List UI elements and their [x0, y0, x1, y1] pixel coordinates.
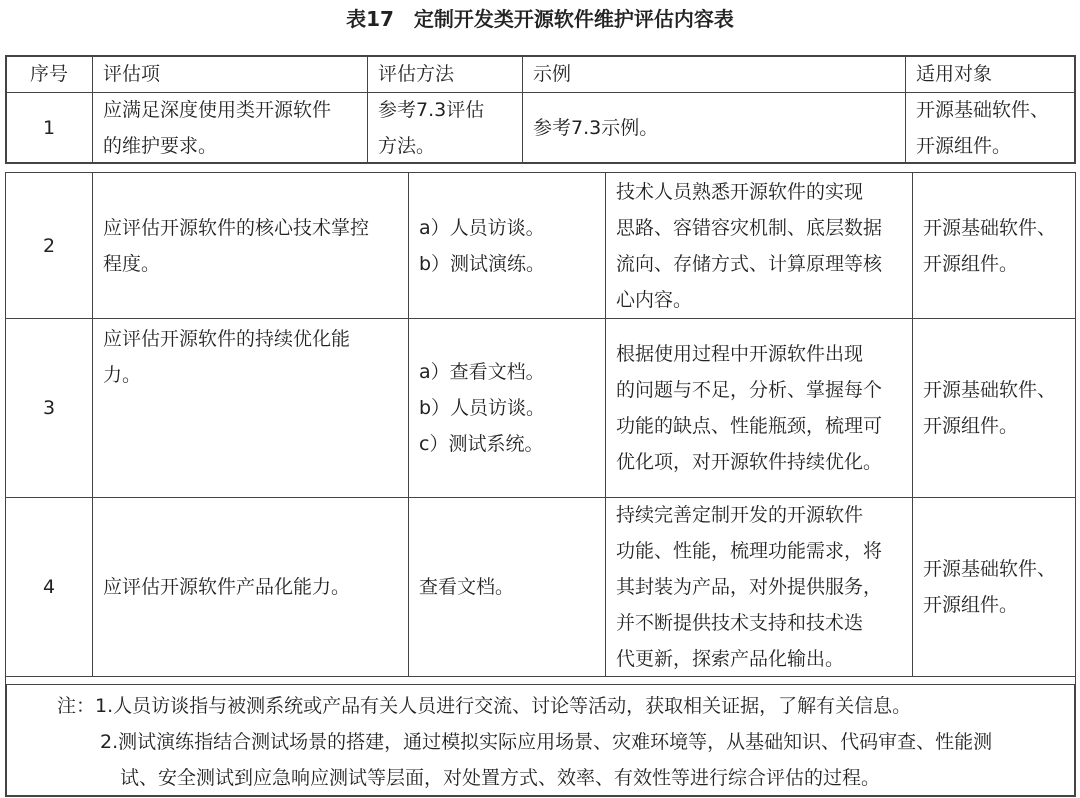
- table-title: 表17 定制开发类开源软件维护评估内容表: [346, 7, 734, 31]
- cell-line: a）查看文档。: [419, 361, 545, 383]
- row1-target: [905, 92, 1076, 164]
- cell-line: 功能、性能，梳理功能需求，将: [616, 540, 883, 562]
- cell-line: 开源组件。: [923, 594, 1019, 616]
- cell-line: 应评估开源软件的核心技术掌控: [103, 216, 370, 239]
- note-line2: 2.测试演练指结合测试场景的搭建，通过模拟实际应用场景、灾难环境等，从基础知识、代码审查、性能测: [100, 731, 993, 753]
- cell-line: 思路、容错容灾机制、底层数据: [616, 216, 883, 239]
- cell-line: 优化项，对开源软件持续优化。: [616, 451, 883, 473]
- row1-no: [5, 92, 93, 164]
- divider: [5, 676, 1076, 685]
- row1-method: [367, 92, 523, 164]
- note-line1: 注：1.人员访谈指与被测系统或产品有关人员进行交流、讨论等活动，获取相关证据，了解有关信息。: [57, 695, 912, 717]
- header-example: [522, 55, 906, 93]
- cell-line: 心内容。: [616, 288, 693, 311]
- row3-method: [408, 318, 606, 498]
- row3-item: [92, 318, 409, 498]
- cell-line: 应评估开源软件产品化能力。: [103, 576, 351, 598]
- row4-no: [5, 497, 93, 677]
- row2-target: [912, 172, 1076, 319]
- row2-example: [605, 172, 913, 319]
- cell-text: 评估方法: [378, 63, 455, 85]
- cell-text: 2: [42, 234, 56, 257]
- cell-line: 开源组件。: [923, 252, 1019, 275]
- cell-text: 1: [42, 117, 56, 139]
- cell-line: c）测试系统。: [419, 433, 544, 455]
- cell-line: 开源基础软件、: [923, 379, 1057, 401]
- cell-line: 的问题与不足，分析、掌握每个: [616, 379, 883, 401]
- header-target: [905, 55, 1076, 93]
- cell-text: 4: [42, 576, 56, 598]
- cell-line: 技术人员熟悉开源软件的实现: [616, 180, 864, 203]
- row1-item: [92, 92, 368, 164]
- row3-no: [5, 318, 93, 498]
- cell-text: 3: [42, 397, 56, 419]
- cell-text: 评估项: [103, 63, 161, 85]
- header-item: [92, 55, 368, 93]
- header-method: [367, 55, 523, 93]
- note-line3: 试、安全测试到应急响应测试等层面，对处置方式、效率、有效性等进行综合评估的过程。: [120, 767, 881, 789]
- cell-text: 序号: [29, 63, 68, 85]
- cell-line: 开源组件。: [916, 135, 1012, 157]
- row4-method: [408, 497, 606, 677]
- cell-text: 适用对象: [916, 63, 993, 85]
- cell-text: 示例: [533, 63, 572, 85]
- cell-line: 持续完善定制开发的开源软件: [616, 504, 864, 526]
- cell-line: 参考7.3评估: [378, 99, 485, 121]
- row4-target: [912, 497, 1076, 677]
- cell-line: 并不断提供技术支持和技术迭: [616, 612, 864, 634]
- row1-example: [522, 92, 906, 164]
- cell-line: b）测试演练。: [419, 252, 546, 275]
- cell-line: 应评估开源软件的持续优化能: [103, 328, 351, 350]
- cell-line: 其封装为产品，对外提供服务，: [616, 576, 883, 598]
- cell-line: 开源基础软件、: [923, 558, 1057, 580]
- row2-item: [92, 172, 409, 319]
- cell-line: 代更新，探索产品化输出。: [616, 648, 845, 670]
- cell-line: 开源基础软件、: [923, 216, 1057, 239]
- cell-line: b）人员访谈。: [419, 397, 546, 419]
- cell-line: 根据使用过程中开源软件出现: [616, 343, 864, 365]
- cell-line: 开源基础软件、: [916, 99, 1050, 121]
- cell-line: 开源组件。: [923, 415, 1019, 437]
- cell-line: 功能的缺点、性能瓶颈，梳理可: [616, 415, 883, 437]
- cell-line: 参考7.3示例。: [533, 117, 659, 139]
- row2-no: [5, 172, 93, 319]
- cell-line: 流向、存储方式、计算原理等核: [616, 252, 883, 275]
- cell-line: a）人员访谈。: [419, 216, 545, 239]
- row3-target: [912, 318, 1076, 498]
- row2-method: [408, 172, 606, 319]
- cell-line: 方法。: [378, 135, 436, 157]
- cell-line: 的维护要求。: [103, 135, 218, 157]
- row3-example: [605, 318, 913, 498]
- cell-line: 力。: [103, 364, 142, 386]
- cell-line: 应满足深度使用类开源软件: [103, 99, 332, 121]
- row4-item: [92, 497, 409, 677]
- row4-example: [605, 497, 913, 677]
- cell-line: 程度。: [103, 252, 161, 275]
- header-no: [5, 55, 93, 93]
- cell-line: 查看文档。: [419, 576, 515, 598]
